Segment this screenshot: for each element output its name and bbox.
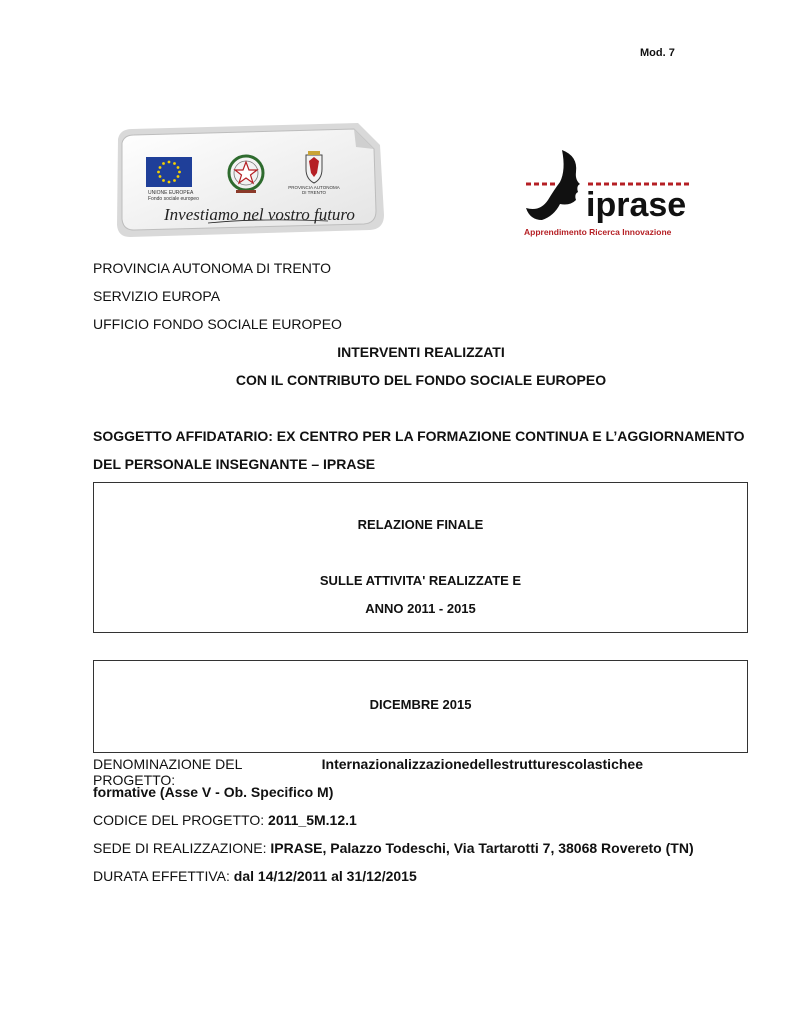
relazione-year: ANNO 2011 - 2015 bbox=[365, 601, 476, 616]
durata-label: DURATA EFFETTIVA: bbox=[93, 868, 234, 884]
date-box bbox=[93, 660, 748, 753]
mod-label: Mod. 7 bbox=[640, 47, 675, 59]
eu-caption-1: UNIONE EUROPEA bbox=[148, 190, 194, 196]
heading-interventi: INTERVENTI REALIZZATI bbox=[337, 344, 505, 360]
slogan: Investiamo nel vostro futuro bbox=[164, 205, 355, 224]
soggetto-line-1: SOGGETTO AFFIDATARIO: EX CENTRO PER LA FORMAZIONE CONTINUA E L’AGGIORNAMENTO bbox=[93, 428, 745, 444]
sede-value: IPRASE, Palazzo Todeschi, Via Tartarotti 7, 38068 Rovereto (TN) bbox=[270, 840, 694, 856]
relazione-box bbox=[93, 482, 748, 633]
heading-contributo: CON IL CONTRIBUTO DEL FONDO SOCIALE EUROPEO bbox=[235, 372, 607, 388]
relazione-title: RELAZIONE FINALE bbox=[357, 517, 484, 532]
codice-value: 2011_5M.12.1 bbox=[268, 812, 357, 828]
sede-line bbox=[93, 840, 694, 856]
iprase-tagline: Apprendimento Ricerca Innovazione bbox=[524, 227, 672, 237]
servizio-line: SERVIZIO EUROPA bbox=[93, 288, 221, 304]
denominazione-continued: formative (Asse V - Ob. Specifico M) bbox=[93, 784, 334, 800]
iprase-logo bbox=[520, 146, 695, 241]
relazione-subtitle: SULLE ATTIVITA' REALIZZATE E bbox=[319, 573, 522, 588]
codice-label: CODICE DEL PROGETTO: bbox=[93, 812, 269, 828]
durata-value: dal 14/12/2011 al 31/12/2015 bbox=[233, 868, 417, 884]
pat-caption-1: PROVINCIA AUTONOMA bbox=[288, 185, 340, 190]
denominazione-word-3: strutture bbox=[501, 756, 559, 772]
fse-sticker-logo bbox=[108, 117, 390, 243]
eu-flag-icon bbox=[146, 157, 192, 187]
iprase-name: iprase bbox=[586, 186, 687, 224]
provincia-line: PROVINCIA AUTONOMA DI TRENTO bbox=[93, 260, 332, 276]
sede-label: SEDE DI REALIZZAZIONE: bbox=[93, 840, 271, 856]
denominazione-label: DENOMINAZIONE DEL PROGETTO: bbox=[93, 756, 242, 788]
soggetto-line-2: DEL PERSONALE INSEGNANTE – IPRASE bbox=[93, 456, 376, 472]
codice-line bbox=[93, 812, 357, 828]
denominazione-word-4: scolastiche bbox=[558, 756, 636, 772]
denominazione-word-5: e bbox=[635, 756, 643, 772]
denominazione-word-1: Internazionalizzazione bbox=[321, 756, 470, 772]
pat-shield-icon bbox=[306, 151, 322, 183]
denominazione-word-2: delle bbox=[469, 756, 502, 772]
pat-caption-2: DI TRENTO bbox=[301, 190, 327, 195]
eu-caption-2: Fondo sociale europeo bbox=[148, 196, 199, 202]
date-text: DICEMBRE 2015 bbox=[369, 697, 472, 712]
durata-line bbox=[93, 868, 417, 884]
ufficio-line: UFFICIO FONDO SOCIALE EUROPEO bbox=[93, 316, 342, 332]
